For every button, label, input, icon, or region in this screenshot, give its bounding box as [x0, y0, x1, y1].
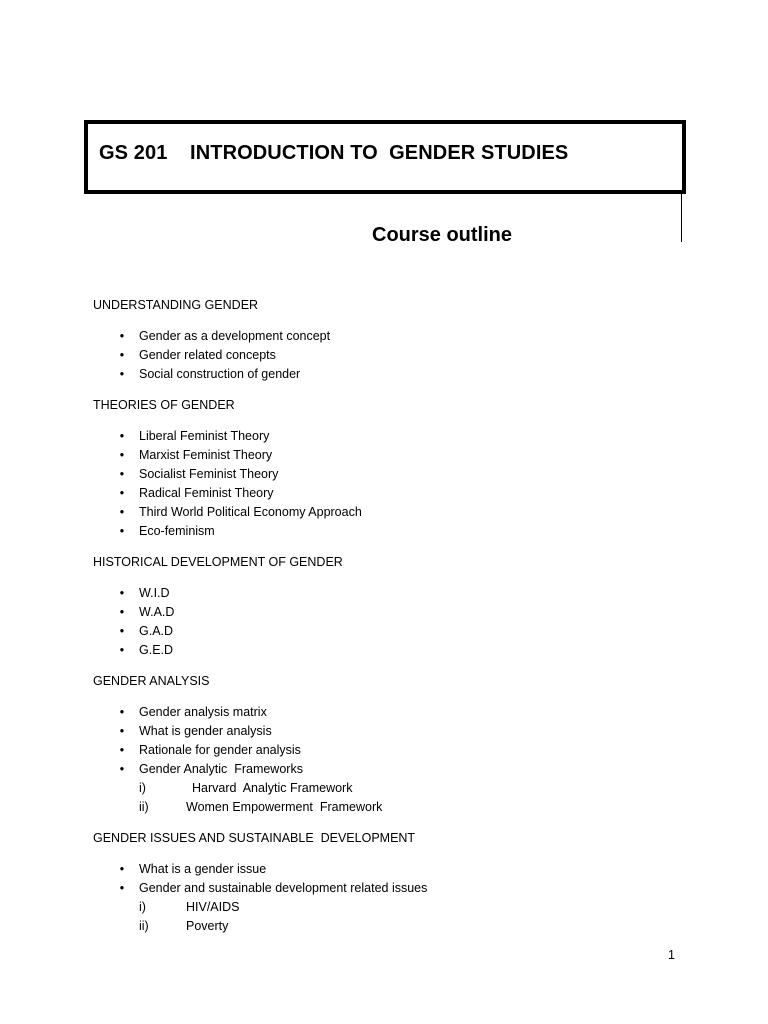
list-item: [93, 584, 713, 603]
sub-list-marker: ii): [139, 919, 149, 933]
sub-list-item: [93, 798, 713, 817]
list-item: [93, 503, 713, 522]
section-heading: UNDERSTANDING GENDER: [93, 298, 259, 312]
bullet-icon: •: [119, 524, 125, 538]
list-item: [93, 760, 713, 779]
list-item-text: G.E.D: [139, 643, 174, 657]
course-title: GS 201 INTRODUCTION TO GENDER STUDIES: [99, 142, 569, 164]
bullet-icon: •: [119, 348, 125, 362]
sub-list-marker: i): [139, 781, 146, 795]
bullet-icon: •: [119, 624, 125, 638]
bullet-icon: •: [119, 586, 125, 600]
list-item-text: Marxist Feminist Theory: [139, 448, 273, 462]
bullet-icon: •: [119, 467, 125, 481]
list-item-text: Liberal Feminist Theory: [139, 429, 270, 443]
list-item: [93, 741, 713, 760]
list-item-text: Gender analysis matrix: [139, 705, 267, 719]
list-item-text: G.A.D: [139, 624, 174, 638]
list-item: [93, 327, 713, 346]
list-item-text: Gender related concepts: [139, 348, 276, 362]
bullet-list: [93, 427, 713, 541]
section-heading: THEORIES OF GENDER: [93, 398, 235, 412]
bullet-icon: •: [119, 762, 125, 776]
bullet-icon: •: [119, 862, 125, 876]
bullet-icon: •: [119, 743, 125, 757]
bullet-icon: •: [119, 724, 125, 738]
list-item: [93, 522, 713, 541]
bullet-icon: •: [119, 486, 125, 500]
sub-list-item-text: HIV/AIDS: [186, 900, 240, 914]
bullet-icon: •: [119, 881, 125, 895]
section-heading: GENDER ISSUES AND SUSTAINABLE DEVELOPMENT: [93, 831, 416, 845]
bullet-icon: •: [119, 705, 125, 719]
list-item: [93, 484, 713, 503]
list-item: [93, 427, 713, 446]
list-item-text: Rationale for gender analysis: [139, 743, 301, 757]
sub-list-item-text: Harvard Analytic Framework: [192, 781, 353, 795]
bullet-icon: •: [119, 505, 125, 519]
bullet-list: [93, 327, 713, 384]
list-item: [93, 365, 713, 384]
sub-list-item: [93, 917, 713, 936]
list-item: [93, 622, 713, 641]
section-theories-of-gender: [93, 396, 713, 541]
section-historical-development: [93, 553, 713, 660]
list-item: [93, 860, 713, 879]
list-item-text: Gender as a development concept: [139, 329, 331, 343]
section-heading: GENDER ANALYSIS: [93, 674, 210, 688]
title-box: [84, 120, 686, 194]
sub-list-item-text: Poverty: [186, 919, 229, 933]
title-box-shadow-line: [681, 192, 682, 242]
section-heading: HISTORICAL DEVELOPMENT OF GENDER: [93, 555, 343, 569]
page-number: 1: [668, 948, 675, 962]
bullet-list: [93, 703, 713, 817]
course-outline-heading: Course outline: [372, 224, 513, 246]
list-item-text: Gender and sustainable development related issues: [139, 881, 428, 895]
section-gender-issues: [93, 829, 713, 936]
list-item-text: Social construction of gender: [139, 367, 301, 381]
list-item: [93, 703, 713, 722]
list-item-text: Gender Analytic Frameworks: [139, 762, 303, 776]
list-item-text: What is gender analysis: [139, 724, 272, 738]
list-item: [93, 641, 713, 660]
list-item: [93, 446, 713, 465]
bullet-list: [93, 860, 713, 936]
section-gender-analysis: [93, 672, 713, 817]
list-item-text: Eco-feminism: [139, 524, 215, 538]
list-item: [93, 603, 713, 622]
bullet-icon: •: [119, 329, 125, 343]
list-item-text: Radical Feminist Theory: [139, 486, 274, 500]
sub-list-item: [93, 898, 713, 917]
list-item: [93, 879, 713, 898]
list-item-text: W.A.D: [139, 605, 175, 619]
bullet-icon: •: [119, 367, 125, 381]
sub-list-marker: ii): [139, 800, 149, 814]
bullet-list: [93, 584, 713, 660]
list-item: [93, 465, 713, 484]
list-item: [93, 722, 713, 741]
list-item-text: W.I.D: [139, 586, 170, 600]
list-item-text: What is a gender issue: [139, 862, 267, 876]
list-item: [93, 346, 713, 365]
list-item-text: Third World Political Economy Approach: [139, 505, 362, 519]
bullet-icon: •: [119, 448, 125, 462]
outline-content: [93, 296, 713, 948]
sub-list-marker: i): [139, 900, 146, 914]
section-understanding-gender: [93, 296, 713, 384]
bullet-icon: •: [119, 429, 125, 443]
bullet-icon: •: [119, 605, 125, 619]
list-item-text: Socialist Feminist Theory: [139, 467, 279, 481]
bullet-icon: •: [119, 643, 125, 657]
sub-list-item-text: Women Empowerment Framework: [186, 800, 383, 814]
sub-list-item: [93, 779, 713, 798]
